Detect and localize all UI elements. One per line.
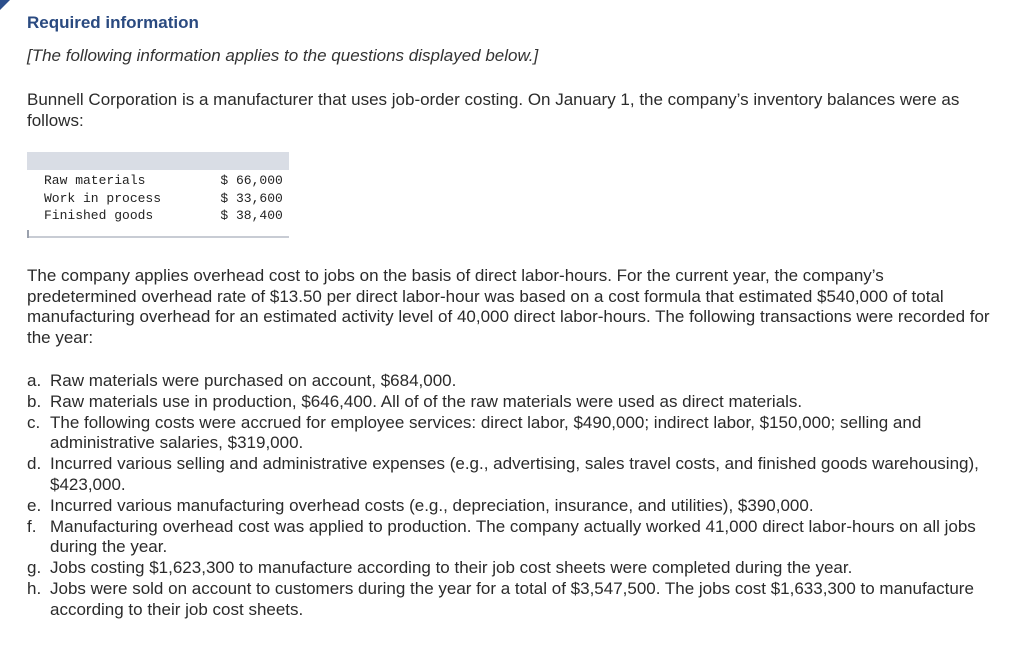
item-letter: f. xyxy=(27,516,37,536)
table-footer-rule xyxy=(27,236,289,238)
item-text: Jobs costing $1,623,300 to manufacture according to their job cost sheets were completed during the year. xyxy=(50,558,853,578)
table-row xyxy=(27,207,289,225)
item-letter: d. xyxy=(27,454,42,474)
row-label: Work in process xyxy=(44,190,162,206)
item-letter: a. xyxy=(27,371,42,390)
item-text: Jobs were sold on account to customers during the year for a total of $3,547,500. The jobs cost $1,633,300 to manufacture according to their job cost sheets. xyxy=(50,578,974,619)
list-item xyxy=(27,454,1002,496)
item-text: Raw materials were purchased on account, $684,000. xyxy=(50,371,457,390)
row-value: $ 33,600 xyxy=(220,190,283,206)
item-letter: c. xyxy=(27,412,41,432)
list-item xyxy=(27,517,1002,559)
list-item xyxy=(27,558,1002,579)
item-text: Manufacturing overhead cost was applied to production. The company actually worked 41,000 direct labor-hours on all jobs during the year. xyxy=(50,516,976,557)
section-heading: Required information xyxy=(27,13,199,32)
transactions-list xyxy=(27,371,1002,621)
row-value: $ 66,000 xyxy=(220,173,283,188)
row-label: Raw materials xyxy=(44,173,146,188)
row-value: $ 38,400 xyxy=(220,208,283,223)
item-text: The following costs were accrued for employee services: direct labor, $490,000; indirect labor, $150,000; selling and administrative salaries, $319,000. xyxy=(50,412,922,453)
item-letter: e. xyxy=(27,495,42,515)
overhead-paragraph: The company applies overhead cost to jobs on the basis of direct labor-hours. For the current year, the company’s predetermined overhead rate of $13.50 per direct labor-hour was based on a cost formula that estimated $540,000 of total manufacturing overhead for an estimated activity level of 40,000 direct labor-hours. The following transactions were recorded for the year: xyxy=(27,266,990,347)
list-item xyxy=(27,392,1002,413)
list-item xyxy=(27,371,1002,392)
table-header-bar xyxy=(27,152,289,170)
info-note: [The following information applies to the questions displayed below.] xyxy=(27,46,539,65)
intro-paragraph: Bunnell Corporation is a manufacturer that uses job-order costing. On January 1, the company’s inventory balances were as follows: xyxy=(27,90,960,130)
item-text: Incurred various selling and administrative expenses (e.g., advertising, sales travel costs, and finished goods warehousing), $423,000. xyxy=(50,454,979,494)
item-letter: b. xyxy=(27,391,42,411)
item-text: Raw materials use in production, $646,400. All of of the raw materials were used as direct materials. xyxy=(50,391,803,411)
item-letter: g. xyxy=(27,558,42,578)
table-edge-marker xyxy=(27,230,29,238)
table-row xyxy=(27,190,289,208)
item-text: Incurred various manufacturing overhead costs (e.g., depreciation, insurance, and utilities), $390,000. xyxy=(50,495,814,515)
item-letter: h. xyxy=(27,578,42,598)
table-row xyxy=(27,172,289,190)
list-item xyxy=(27,496,1002,517)
list-item xyxy=(27,579,1002,621)
corner-marker xyxy=(0,0,10,10)
row-label: Finished goods xyxy=(44,208,154,223)
inventory-balances-table xyxy=(27,152,289,238)
list-item xyxy=(27,413,1002,455)
